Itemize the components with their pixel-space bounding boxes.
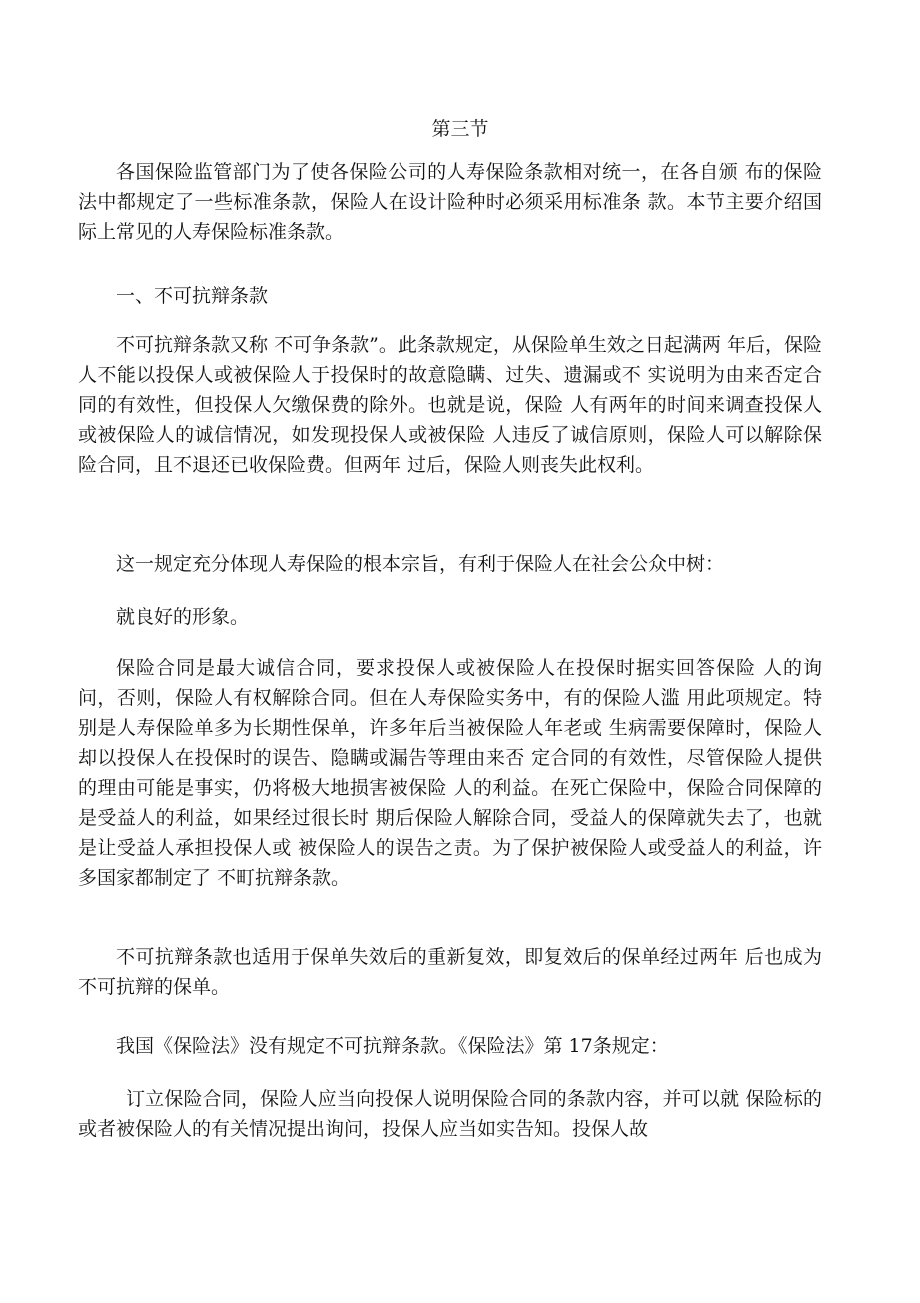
paragraph-article-17: 订立保险合同，保险人应当向投保人说明保险合同的条款内容，并可以就 保险标的或者被保险人的有关情况提出询问，投保人应当如实告知。投保人故	[78, 1088, 822, 1140]
paragraph-purpose-continued: 就良好的形象。	[116, 606, 250, 628]
paragraph-reinstatement: 不可抗辩条款也适用于保单失效后的重新复效，即复效后的保单经过两年 后也成为不可抗辩的保单。	[78, 946, 822, 998]
heading-incontestable-clause: 一、不可抗辩条款	[116, 285, 269, 307]
paragraph-china-law: 我国《保险法》没有规定不可抗辩条款。《保险法》第 17条规定：	[116, 1035, 669, 1057]
paragraph-purpose: 这一规定充分体现人寿保险的根本宗旨，有利于保险人在社会公众中树：	[116, 553, 725, 575]
intro-paragraph: 各国保险监管部门为了使各保险公司的人寿保险条款相对统一，在各自颁 布的保险法中都规定了一些标准条款，保险人在设计险种时必须采用标准条 款。本节主要介绍国际上常见的人寿保险标准条款。	[78, 161, 822, 243]
paragraph-definition: 不可抗辩条款又称 不可争条款”。此条款规定，从保险单生效之日起满两 年后，保险人不能以投保人或被保险人于投保时的故意隐瞒、过失、遗漏或不 实说明为由来否定合同的有效性，但投保人欠缴保费的除外。也就是说，保险 人有两年的时间来调查投保人或被保险人的诚信情况，如发现投保人或被保险 人违反了诚信原则，保险人可以解除保险合同，且不退还已收保险费。但两年 过后，保险人则丧失此权利。	[78, 334, 822, 476]
paragraph-rationale: 保险合同是最大诚信合同，要求投保人或被保险人在投保时据实回答保险 人的询问，否则，保险人有权解除合同。但在人寿保险实务中，有的保险人滥 用此项规定。特别是人寿保险单多为长期性保单，许多年后当被保险人年老或 生病需要保障时，保险人却以投保人在投保时的误告、隐瞒或漏告等理由来否 定合同的有效性，尽管保险人提供的理由可能是事实，仍将极大地损害被保险 人的利益。在死亡保险中，保险合同保障的是受益人的利益，如果经过很长时 期后保险人解除合同，受益人的保障就失去了，也就是让受益人承担投保人或 被保险人的误告之责。为了保护被保险人或受益人的利益，许多国家都制定了 不町抗辩条款。	[78, 657, 822, 889]
section-title: 第三节	[431, 118, 489, 140]
